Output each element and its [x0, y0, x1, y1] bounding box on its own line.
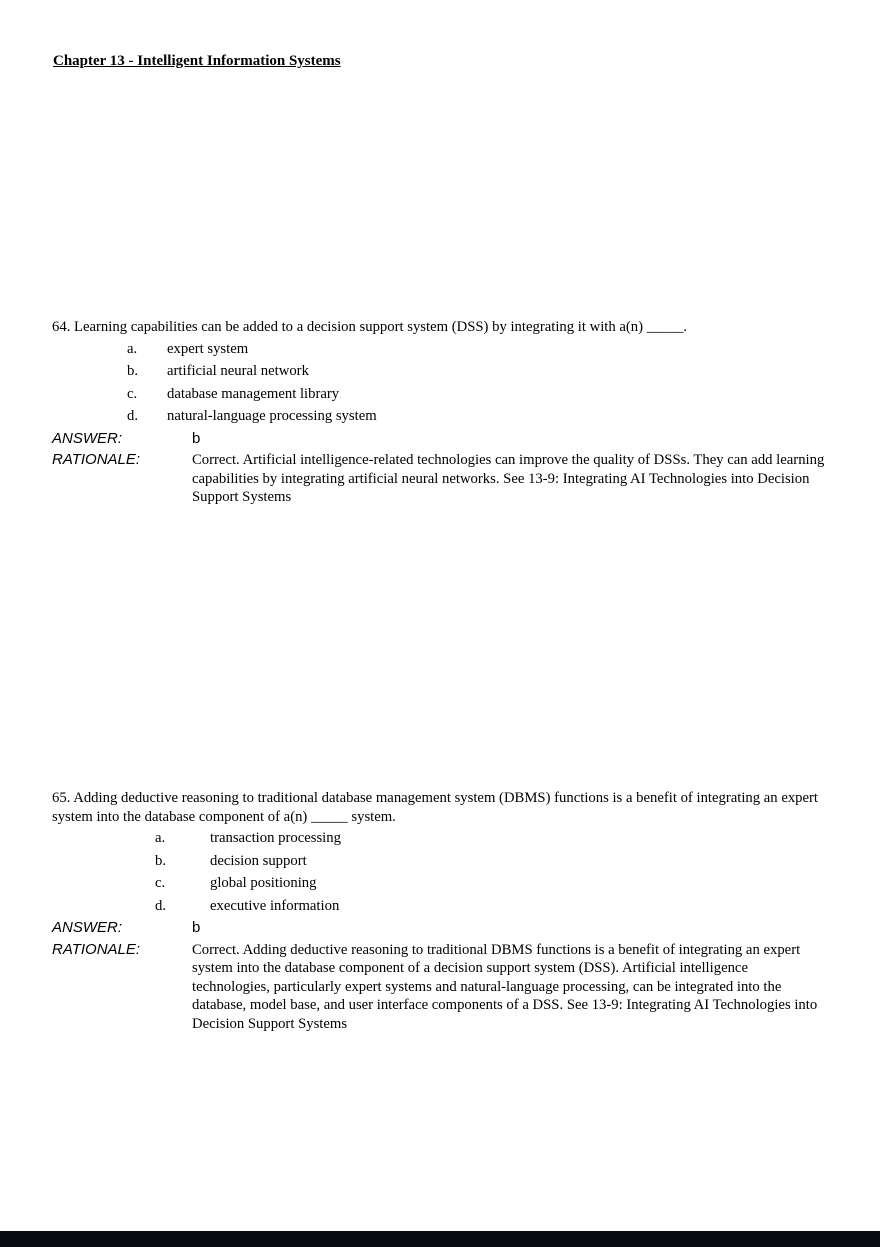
rationale-row — [52, 451, 828, 507]
option-b — [52, 852, 828, 871]
option-letter: c. — [127, 385, 138, 402]
question-body: Adding deductive reasoning to traditional database management system (DBMS) functions is a benefit of integrating an expert system into the database component of a(n) _____ system. — [52, 790, 819, 825]
option-b — [52, 362, 828, 381]
answer-row — [52, 430, 828, 449]
option-a — [52, 829, 828, 848]
answer-options — [52, 340, 828, 426]
rationale-label: RATIONALE: — [52, 940, 141, 958]
answer-label: ANSWER: — [52, 919, 123, 936]
question-number: 64. — [52, 319, 71, 335]
question-65 — [52, 789, 828, 1033]
option-letter: c. — [155, 875, 166, 891]
option-letter: d. — [155, 897, 167, 914]
bottom-black-bar — [0, 1231, 880, 1247]
option-text: transaction processing — [210, 830, 341, 846]
option-text: executive information — [210, 897, 340, 914]
option-d — [52, 407, 828, 426]
option-c — [52, 874, 828, 893]
question-body: Learning capabilities can be added to a decision support system (DSS) by integrating it with a(n) _____. — [74, 319, 688, 335]
rationale-label: RATIONALE: — [52, 451, 141, 468]
option-letter: a. — [155, 830, 166, 846]
question-text — [52, 318, 818, 337]
option-text: natural-language processing system — [167, 408, 377, 424]
option-a — [52, 340, 828, 359]
option-text: artificial neural network — [167, 363, 309, 379]
answer-row — [52, 919, 828, 938]
answer-value: b — [192, 919, 201, 936]
option-letter: d. — [127, 408, 139, 424]
question-64 — [52, 318, 828, 507]
chapter-heading: Chapter 13 - Intelligent Information Systems — [53, 53, 341, 69]
answer-value: b — [192, 429, 201, 447]
option-text: decision support — [210, 852, 307, 869]
option-text: expert system — [167, 340, 249, 357]
option-letter: a. — [127, 340, 138, 357]
option-d — [52, 897, 828, 916]
rationale-text: Correct. Adding deductive reasoning to traditional DBMS functions is a benefit of integrating an expert system into the database component of a decision support system (DSS). Artificial intelligence technologies, particularly expert systems and natural-language processing, can be integrated into the database, model base, and user interface components of a DSS. See 13-9: Integrating AI Technologies into Decision Support Systems — [192, 941, 818, 1032]
rationale-text: Correct. Artificial intelligence-related technologies can improve the quality of DSSs. They can add learning capabilities by integrating artificial neural networks. See 13-9: Integrating AI Technologies into Decision Support Systems — [192, 452, 825, 505]
answer-label: ANSWER: — [52, 429, 123, 447]
answer-options — [52, 829, 828, 915]
option-text: database management library — [167, 385, 340, 402]
option-c — [52, 385, 828, 404]
rationale-row — [52, 941, 828, 1034]
option-letter: b. — [127, 363, 139, 379]
question-text — [52, 789, 818, 826]
question-number: 65. — [52, 790, 71, 806]
option-text: global positioning — [210, 875, 317, 891]
option-letter: b. — [155, 852, 167, 869]
